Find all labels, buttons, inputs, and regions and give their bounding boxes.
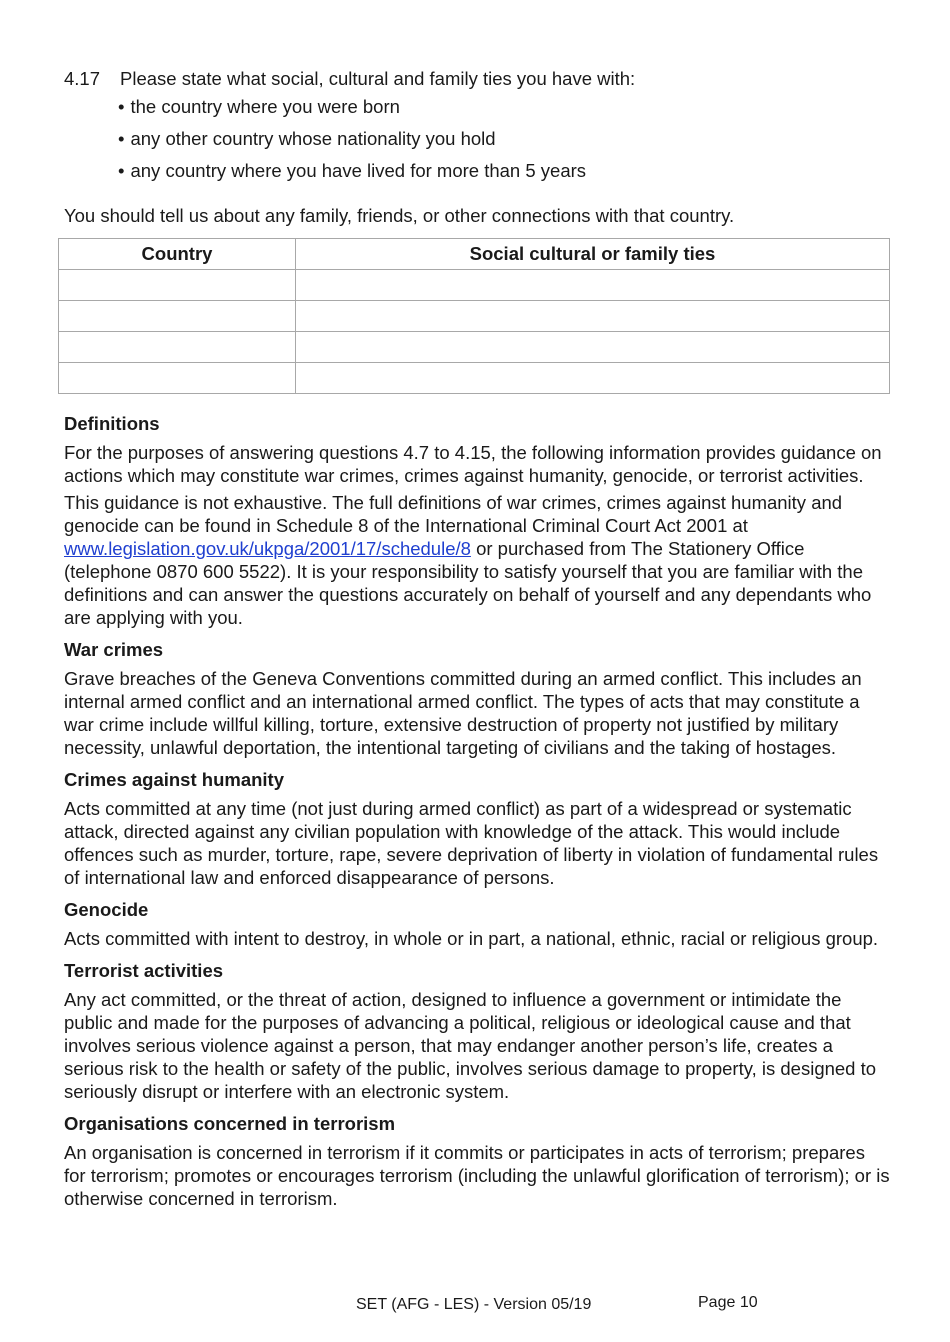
organisations-section xyxy=(64,1112,890,1210)
definitions-paragraph: For the purposes of answering questions 4.7 to 4.15, the following information provides guidance on actions which may constitute war crimes, crimes against humanity, genocide, or terrorist activities. xyxy=(64,442,882,486)
ties-bullet-list xyxy=(118,91,586,187)
bullet-item: • any other country whose nationality you hold xyxy=(118,123,586,155)
genocide-text: Acts committed with intent to destroy, in whole or in part, a national, ethnic, racial or religious group. xyxy=(64,928,879,949)
table-row xyxy=(59,332,890,363)
bullet-item: • any country where you have lived for more than 5 years xyxy=(118,155,586,187)
war-crimes-heading: War crimes xyxy=(64,639,164,660)
definitions-heading: Definitions xyxy=(64,413,160,434)
table-row xyxy=(59,270,890,301)
country-input-cell[interactable] xyxy=(59,363,296,394)
country-input-cell[interactable] xyxy=(59,270,296,301)
crimes-against-humanity-section xyxy=(64,768,890,889)
instruction-text: You should tell us about any family, friends, or other connections with that country. xyxy=(64,205,735,226)
terrorist-activities-text: Any act committed, or the threat of action, designed to influence a government or intimidate the public and made for the purposes of advancing a political, religious or ideological cause and that involves serious violence against a person, that may endanger another person’s life, creates a serious risk to the health or safety of the public, involves serious damage to property, is designed to seriously disrupt or interfere with an electronic system. xyxy=(64,989,877,1102)
table-row xyxy=(59,301,890,332)
definitions-text: This guidance is not exhaustive. The full definitions of war crimes, crimes against humanity and genocide can be found in Schedule 8 of the International Criminal Court Act 2001 at xyxy=(64,492,843,536)
table-row xyxy=(59,363,890,394)
definitions-text: or purchased from The Stationery Office (telephone 0870 600 5522). It is your responsibility to satisfy yourself that you are familiar with the definitions and can answer the questions accurately on behalf of yourself and any dependants who are applying with you. xyxy=(64,538,872,628)
ties-input-cell[interactable] xyxy=(296,301,890,332)
genocide-heading: Genocide xyxy=(64,899,149,920)
crimes-against-humanity-heading: Crimes against humanity xyxy=(64,769,285,790)
definitions-section xyxy=(64,412,890,629)
definitions-paragraph xyxy=(64,491,890,629)
page-number: Page 10 xyxy=(698,1294,758,1311)
bullet-item: • the country where you were born xyxy=(118,91,586,123)
definitions-body xyxy=(64,412,890,1214)
ties-input-cell[interactable] xyxy=(296,270,890,301)
form-version: SET (AFG - LES) - Version 05/19 xyxy=(356,1296,592,1313)
ties-table xyxy=(58,238,890,394)
organisations-heading: Organisations concerned in terrorism xyxy=(64,1113,396,1134)
terrorist-activities-heading: Terrorist activities xyxy=(64,960,224,981)
crimes-against-humanity-text: Acts committed at any time (not just during armed conflict) as part of a widespread or systematic attack, directed against any civilian population with knowledge of the attack. This would include offences such as murder, torture, rape, severe deprivation of liberty in violation of fundamental rules of international law and enforced disappearance of persons. xyxy=(64,798,879,888)
terrorist-activities-section xyxy=(64,959,890,1103)
ties-input-cell[interactable] xyxy=(296,332,890,363)
country-input-cell[interactable] xyxy=(59,301,296,332)
question-text: Please state what social, cultural and family ties you have with: xyxy=(120,68,636,89)
organisations-text: An organisation is concerned in terrorism if it commits or participates in acts of terrorism; prepares for terrorism; promotes or encourages terrorism (including the unlawful glorification of terrorism); or is otherwise concerned in terrorism. xyxy=(64,1142,890,1209)
column-header-ties: Social cultural or family ties xyxy=(296,239,890,270)
war-crimes-text: Grave breaches of the Geneva Conventions committed during an armed conflict. This includes an internal armed conflict and an international armed conflict. The types of acts that may constitute a war crime include willful killing, torture, extensive destruction of property not justified by military necessity, unlawful deportation, the intentional targeting of civilians and the taking of hostages. xyxy=(64,668,862,758)
ties-input-cell[interactable] xyxy=(296,363,890,394)
country-input-cell[interactable] xyxy=(59,332,296,363)
legislation-link[interactable]: www.legislation.gov.uk/ukpga/2001/17/schedule/8 xyxy=(64,538,471,559)
genocide-section xyxy=(64,898,890,950)
question-number: 4.17 xyxy=(64,68,101,89)
table-header-row xyxy=(59,239,890,270)
war-crimes-section xyxy=(64,638,890,759)
column-header-country: Country xyxy=(59,239,296,270)
